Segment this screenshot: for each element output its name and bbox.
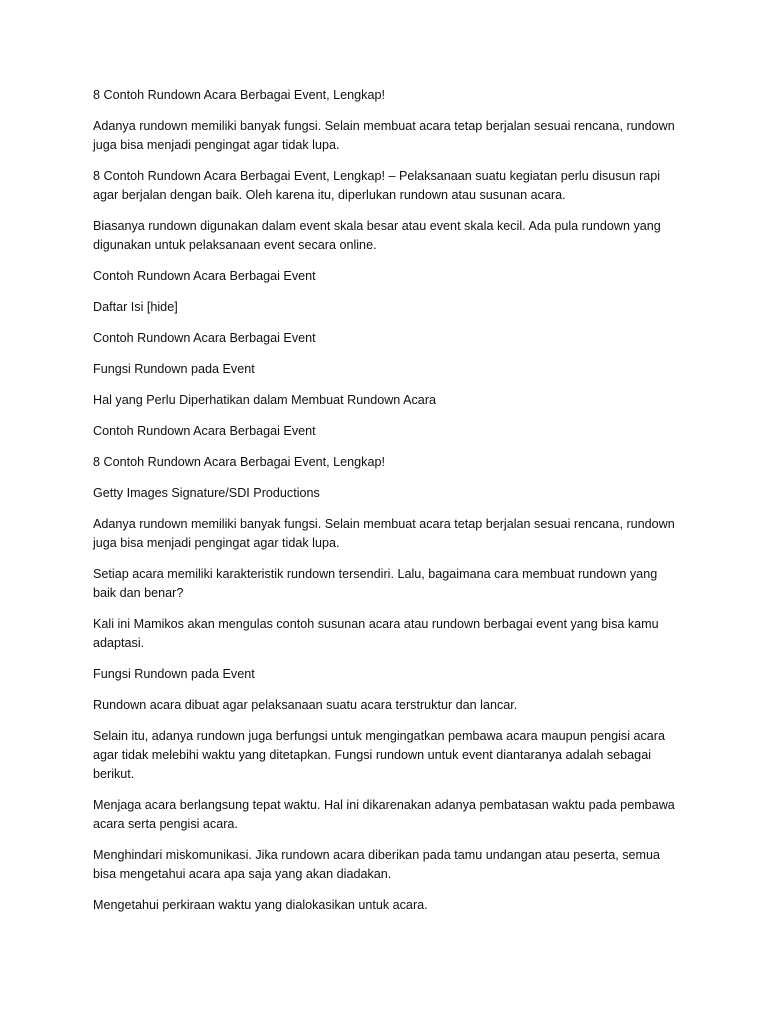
list-item: Mengetahui perkiraan waktu yang dialokasikan untuk acara.: [93, 898, 428, 912]
list-item: Menjaga acara berlangsung tepat waktu. Hal ini dikarenakan adanya pembatasan waktu pada pembawa acara serta pengisi acara.: [93, 798, 675, 831]
table-of-contents-item: Hal yang Perlu Diperhatikan dalam Membuat Rundown Acara: [93, 393, 437, 407]
image-credit: Getty Images Signature/SDI Productions: [93, 486, 320, 500]
image-caption-title: 8 Contoh Rundown Acara Berbagai Event, Lengkap!: [93, 455, 385, 469]
paragraph: Rundown acara dibuat agar pelaksanaan suatu acara terstruktur dan lancar.: [93, 698, 518, 712]
paragraph: Selain itu, adanya rundown juga berfungsi untuk mengingatkan pembawa acara maupun pengisi acara agar tidak melebihi waktu yang ditetapkan. Fungsi rundown untuk event diantaranya adalah sebagai berikut.: [93, 729, 665, 781]
paragraph: Biasanya rundown digunakan dalam event skala besar atau event skala kecil. Ada pula rundown yang digunakan untuk pelaksanaan event secara online.: [93, 219, 661, 252]
paragraph: Adanya rundown memiliki banyak fungsi. Selain membuat acara tetap berjalan sesuai rencana, rundown juga bisa menjadi pengingat agar tidak lupa.: [93, 517, 675, 550]
section-heading: Contoh Rundown Acara Berbagai Event: [93, 269, 316, 283]
list-item: Menghindari miskomunikasi. Jika rundown acara diberikan pada tamu undangan atau peserta, semua bisa mengetahui acara apa saja yang akan diadakan.: [93, 848, 661, 881]
paragraph: 8 Contoh Rundown Acara Berbagai Event, Lengkap! – Pelaksanaan suatu kegiatan perlu disusun rapi agar berjalan dengan baik. Oleh karena itu, diperlukan rundown atau susunan acara.: [93, 169, 661, 202]
table-of-contents-item: Fungsi Rundown pada Event: [93, 362, 255, 376]
paragraph: Setiap acara memiliki karakteristik rundown tersendiri. Lalu, bagaimana cara membuat rundown yang baik dan benar?: [93, 567, 658, 600]
section-heading: Contoh Rundown Acara Berbagai Event: [93, 424, 316, 438]
document-title: 8 Contoh Rundown Acara Berbagai Event, Lengkap!: [93, 88, 385, 102]
section-heading: Fungsi Rundown pada Event: [93, 667, 255, 681]
table-of-contents-heading: Daftar Isi [hide]: [93, 300, 178, 314]
table-of-contents-item: Contoh Rundown Acara Berbagai Event: [93, 331, 316, 345]
paragraph: Adanya rundown memiliki banyak fungsi. Selain membuat acara tetap berjalan sesuai rencana, rundown juga bisa menjadi pengingat agar tidak lupa.: [93, 119, 675, 152]
document-body: [93, 86, 683, 927]
paragraph: Kali ini Mamikos akan mengulas contoh susunan acara atau rundown berbagai event yang bisa kamu adaptasi.: [93, 617, 659, 650]
